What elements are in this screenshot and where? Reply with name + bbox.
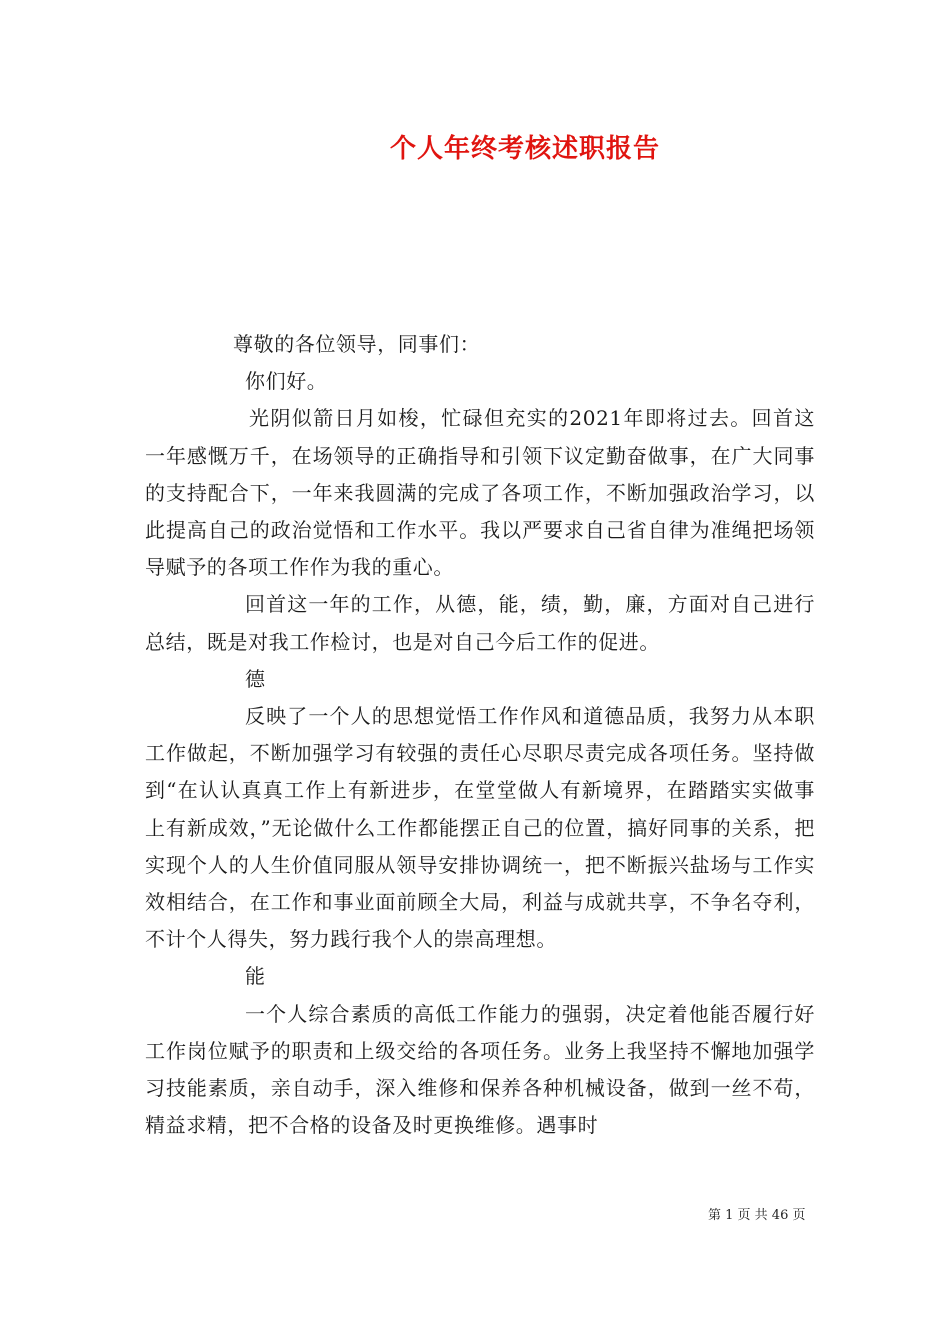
paragraph-intro: 光阴似箭日月如梭，忙碌但充实的2021年即将过去。回首这一年感慨万千，在场领导的正确指导和引领下议定勤奋做事，在广大同事的支持配合下，一年来我圆满的完成了各项工作，不断加强政治学习，以此提高自己的政治觉悟和工作水平。我以严要求自己省自律为准绳把场领导赋予的各项工作作为我的重心。 [145, 406, 815, 580]
paragraph-summary: 回首这一年的工作，从德，能，绩，勤，廉，方面对自己进行总结，既是对我工作检讨，也是对自己今后工作的促进。 [145, 592, 815, 654]
section-heading-de: 德 [245, 666, 266, 691]
document-body [145, 326, 815, 1144]
greeting: 你们好。 [245, 369, 328, 394]
paragraph-neng: 一个人综合素质的高低工作能力的强弱，决定着他能否履行好工作岗位赋予的职责和上级交给的各项任务。业务上我坚持不懈地加强学习技能素质，亲自动手，深入维修和保养各种机械设备，做到一丝不苟，精益求精，把不合格的设备及时更换维修。遇事时 [145, 1001, 815, 1138]
paragraph-de: 反映了一个人的思想觉悟工作作风和道德品质，我努力从本职工作做起，不断加强学习有较强的责任心尽职尽责完成各项任务。坚持做到“在认认真真工作上有新进步，在堂堂做人有新境界，在踏踏实实做事上有新成效，”无论做什么工作都能摆正自己的位置，搞好同事的关系，把实现个人的人生价值同服从领导安排协调统一，把不断振兴盐场与工作实效相结合，在工作和事业面前顾全大局，利益与成就共享，不争名夺利，不计个人得失，努力践行我个人的崇高理想。 [145, 704, 815, 952]
section-heading-neng: 能 [245, 964, 266, 989]
document-title: 个人年终考核述职报告 [389, 134, 660, 164]
salutation: 尊敬的各位领导，同事们： [233, 332, 481, 356]
page-number-footer: 第 1 页 共 46 页 [708, 1208, 806, 1223]
